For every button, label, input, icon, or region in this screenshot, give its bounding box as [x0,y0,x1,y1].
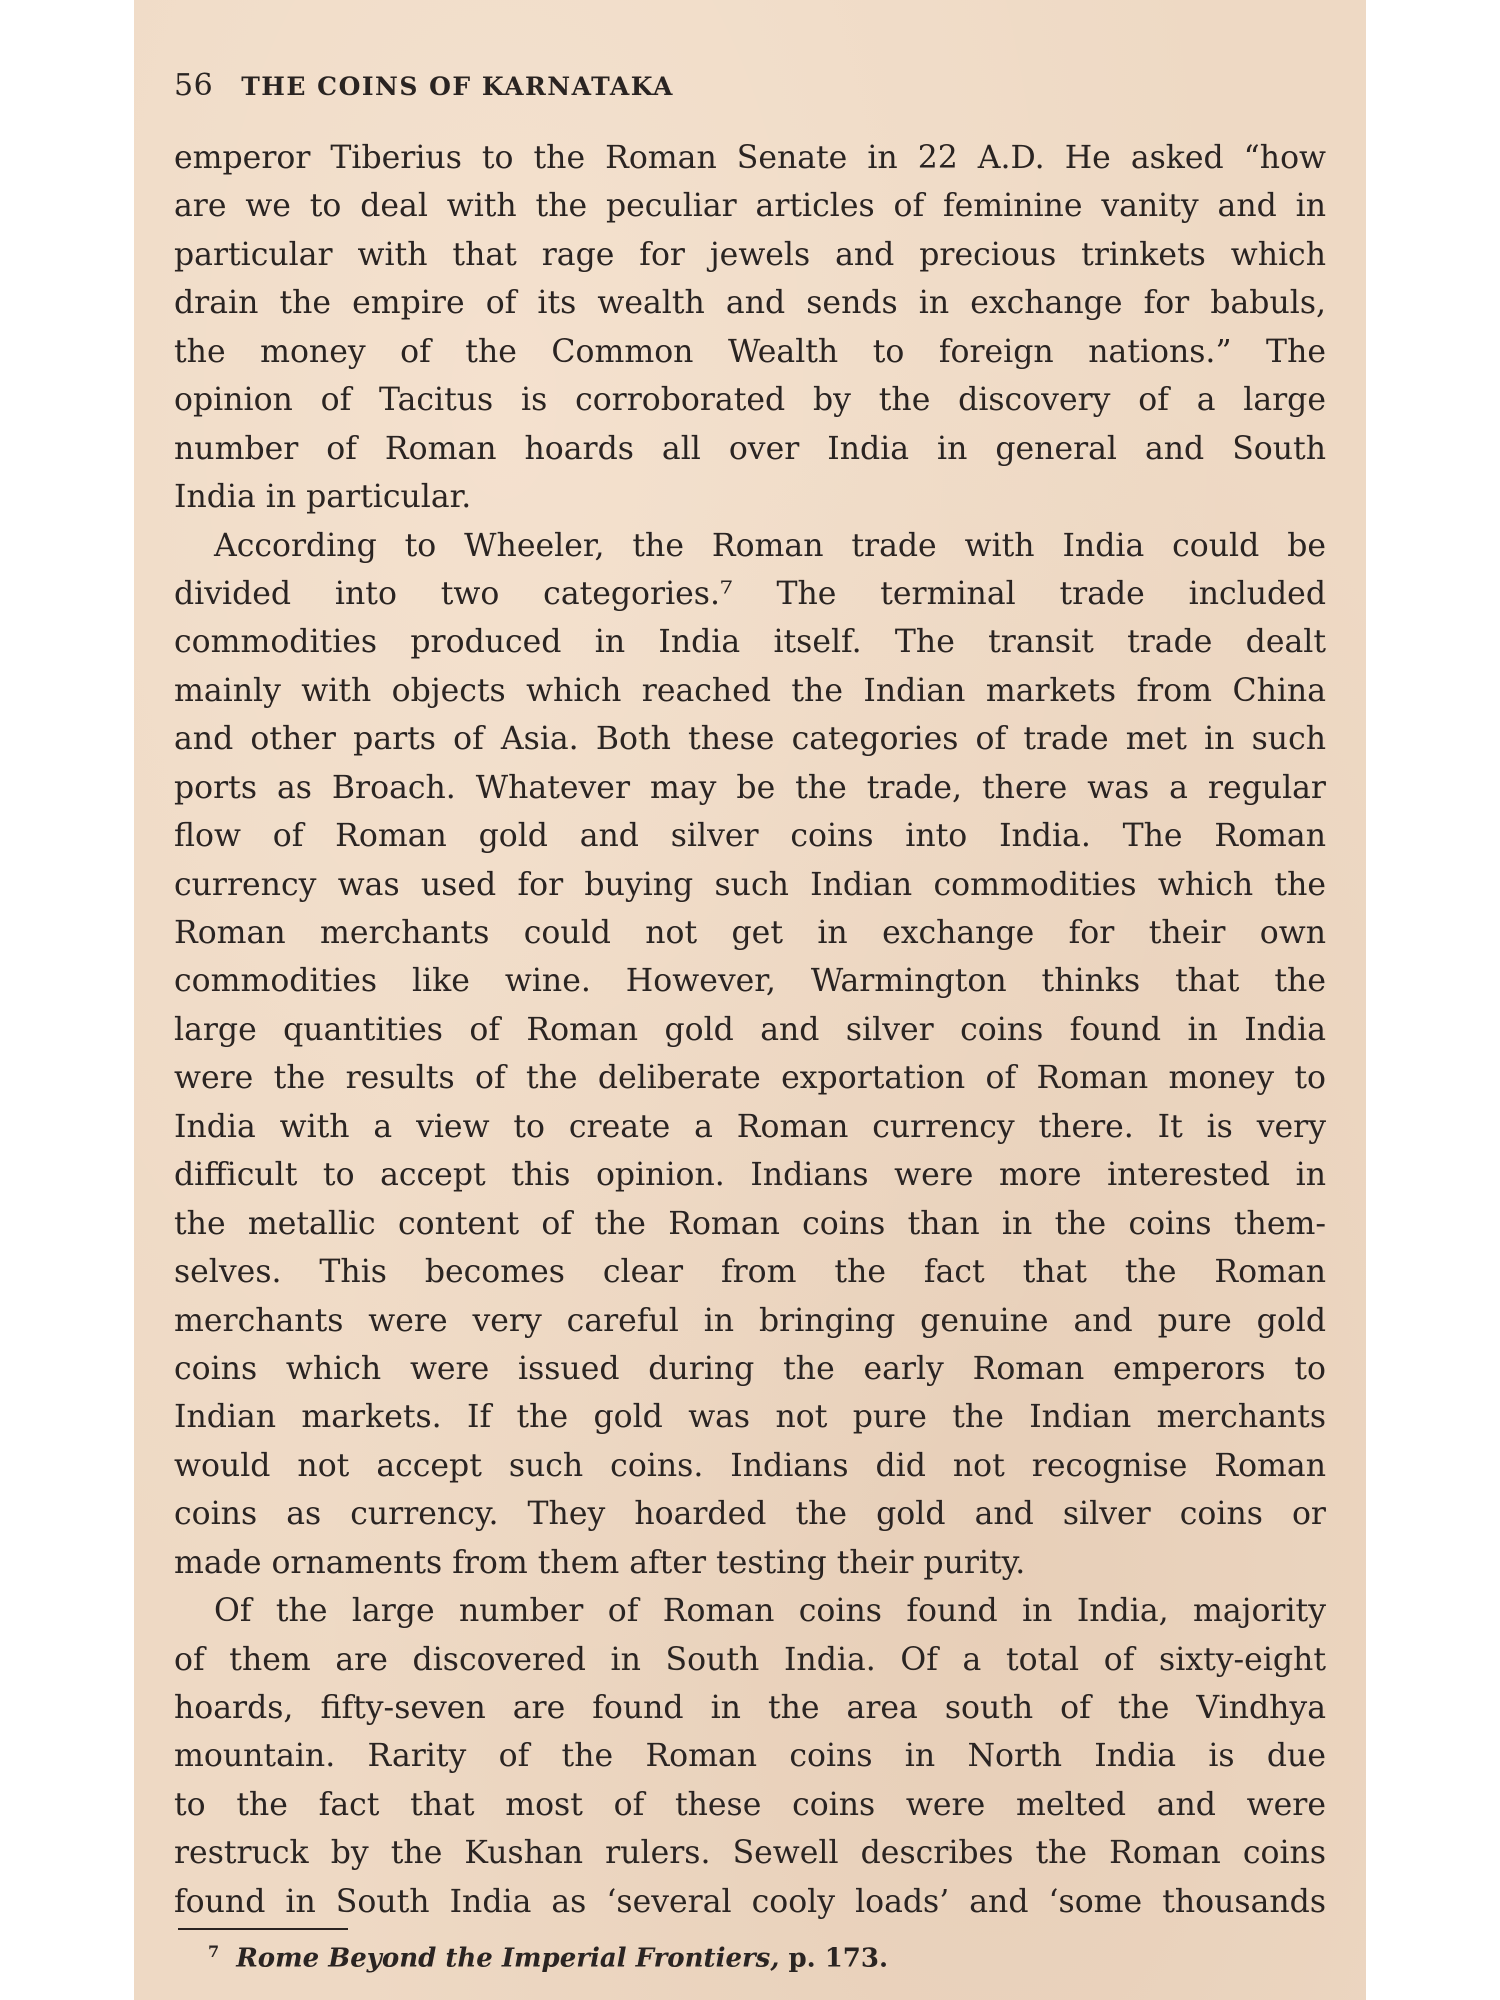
text-line: are we to deal with the peculiar articles of feminine vanity and in [174,188,1326,225]
text-line: coins which were issued during the early Roman emperors to [174,1350,1326,1387]
text-line: commodities like wine. However, Warmington thinks that the [174,963,1326,1000]
text-line: would not accept such coins. Indians did not recognise Roman [174,1447,1326,1484]
text-line: Roman merchants could not get in exchange for their own [174,915,1326,951]
text-line: ports as Broach. Whatever may be the trade, there was a regular [174,769,1326,806]
footnote-title: Rome Beyond the Imperial Frontiers, [236,1943,780,1974]
page-header [174,68,1324,112]
text-line: were the results of the deliberate exportation of Roman money to [174,1060,1326,1097]
page-number: 56 [174,68,214,103]
text-line: the money of the Common Wealth to foreign nations.” The [174,333,1326,370]
text-line: mountain. Rarity of the Roman coins in North India is due [174,1738,1326,1775]
text-line: drain the empire of its wealth and sends in exchange for babuls, [174,285,1326,322]
footnote-divider [178,1928,348,1930]
footnote-page-ref: p. 173. [788,1943,889,1974]
text-line: India with a view to create a Roman currency there. It is very [174,1108,1326,1145]
text-line: made ornaments from them after testing their purity. [174,1544,1026,1581]
text-line: divided into two categories.⁷ The terminal trade included [174,575,1326,612]
text-line: Of the large number of Roman coins found in India, majority [214,1593,1326,1630]
body-text [174,134,1326,1926]
running-title: THE COINS OF KARNATAKA [241,72,674,101]
text-line: currency was used for buying such Indian commodities which the [174,866,1326,903]
text-line: to the fact that most of these coins were melted and were [174,1786,1326,1823]
text-line: India in particular. [174,479,472,516]
footnote [208,1932,888,1972]
text-line: commodities produced in India itself. The transit trade dealt [174,624,1326,661]
text-line: According to Wheeler, the Roman trade with India could be [214,527,1326,564]
text-line: opinion of Tacitus is corroborated by the discovery of a large [174,382,1326,419]
text-line: hoards, fifty-seven are found in the area south of the Vindhya [174,1690,1326,1726]
text-line: difficult to accept this opinion. Indians were more interested in [174,1157,1326,1194]
text-line: Indian markets. If the gold was not pure the Indian merchants [174,1399,1326,1436]
text-line: mainly with objects which reached the Indian markets from China [174,672,1326,709]
text-line: large quantities of Roman gold and silver coins found in India [174,1011,1326,1048]
footnote-marker: 7 [208,1942,220,1961]
text-line: restruck by the Kushan rulers. Sewell describes the Roman coins [174,1835,1326,1872]
book-page [134,0,1366,2000]
text-line: number of Roman hoards all over India in general and South [174,430,1326,467]
text-line: found in South India as ‘several cooly loads’ and ‘some thousands [174,1883,1326,1920]
text-line: of them are discovered in South India. Of a total of sixty-eight [174,1641,1326,1678]
text-line: merchants were very careful in bringing genuine and pure gold [174,1302,1326,1339]
text-line: emperor Tiberius to the Roman Senate in 22 A.D. He asked “how [174,140,1326,176]
text-line: selves. This becomes clear from the fact that the Roman [174,1254,1326,1291]
text-line: and other parts of Asia. Both these categories of trade met in such [174,721,1326,758]
text-line: particular with that rage for jewels and precious trinkets which [174,236,1326,273]
text-line: coins as currency. They hoarded the gold and silver coins or [174,1496,1326,1533]
text-line: the metallic content of the Roman coins than in the coins them- [174,1205,1326,1242]
text-line: flow of Roman gold and silver coins into India. The Roman [174,818,1326,855]
